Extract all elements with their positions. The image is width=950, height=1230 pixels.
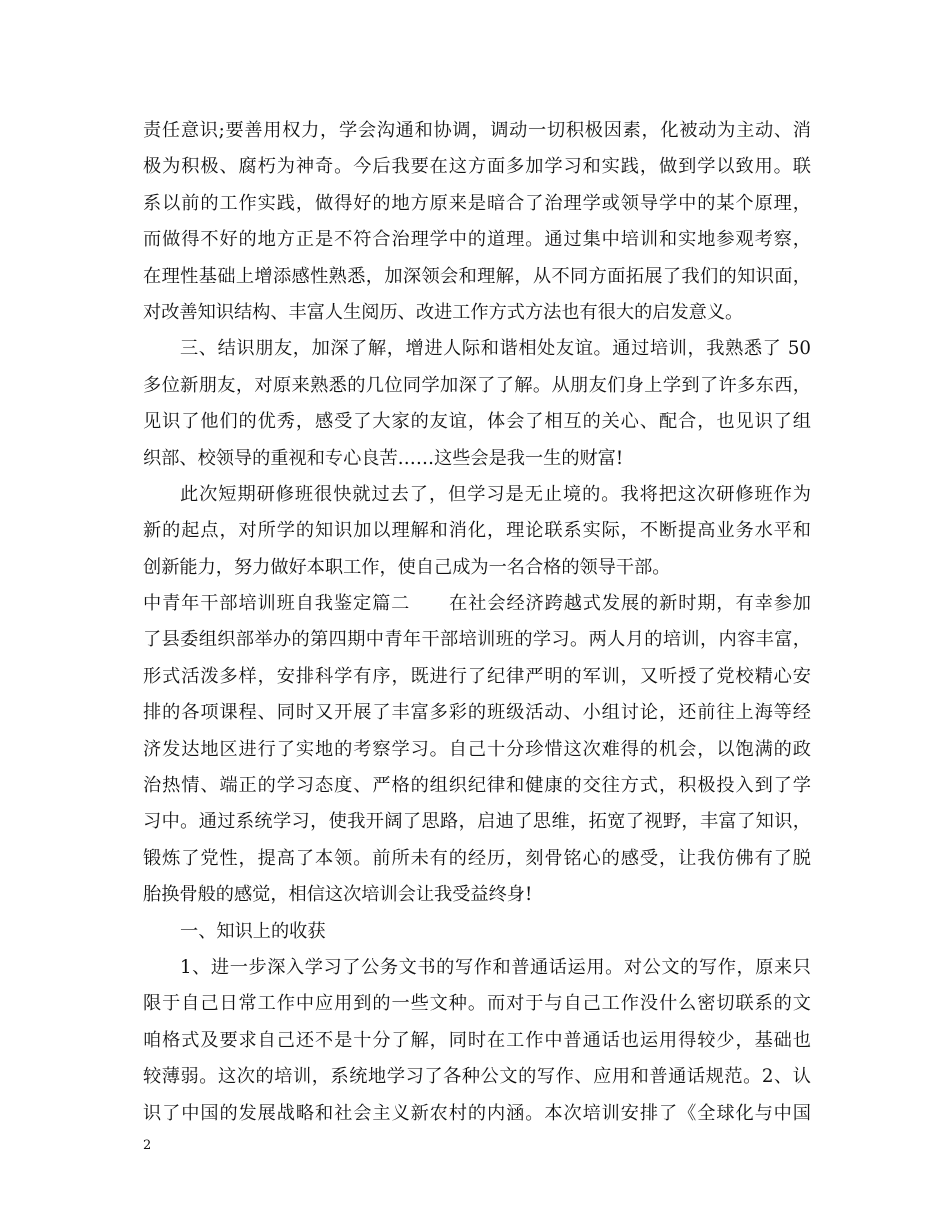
line-text: 在社会经济跨越式发展的新时期，有幸参加 <box>448 593 811 615</box>
line-text: 识了中国的发展战略和社会主义新农村的内涵。本次培训安排了《全球化与中国 <box>143 1102 811 1124</box>
text-line <box>143 295 811 331</box>
line-text: 限于自己日常工作中应用到的一些文种。而对于与自己工作没什么密切联系的文 <box>143 993 811 1015</box>
line-text: 对改善知识结构、丰富人生阅历、改进工作方式方法也有很大的启发意义。 <box>143 301 744 323</box>
text-line <box>143 914 811 950</box>
text-line <box>143 477 811 513</box>
line-text: 一、知识上的收获 <box>180 920 326 942</box>
line-text: 排的各项课程、同时又开展了丰富多彩的班级活动、小组讨论，还前往上海等经 <box>143 702 811 724</box>
line-text: 新的起点，对所学的知识加以理解和消化，理论联系实际，不断提高业务水平和 <box>143 520 811 542</box>
text-line <box>143 695 811 731</box>
text-line <box>143 986 811 1022</box>
line-text: 极为积极、腐朽为神奇。今后我要在这方面多加学习和实践，做到学以致用。联 <box>143 156 811 178</box>
text-line <box>143 550 811 586</box>
text-line <box>143 622 811 658</box>
line-text: 咱格式及要求自己还不是十分了解，同时在工作中普通话也运用得较少，基础也 <box>143 1029 811 1051</box>
text-line <box>143 113 811 149</box>
text-line <box>143 950 811 986</box>
line-text: 较薄弱。这次的培训，系统地学习了各种公文的写作、应用和普通话规范。2、认 <box>143 1066 811 1088</box>
line-text: 三、结识朋友，加深了解，增进人际和谐相处友谊。通过培训，我熟悉了 50 <box>180 338 811 360</box>
line-text: 胎换骨般的感觉，相信这次培训会让我受益终身! <box>143 884 533 906</box>
text-line <box>143 841 811 877</box>
line-text: 创新能力，努力做好本职工作，使自己成为一名合格的领导干部。 <box>143 556 671 578</box>
line-text: 治热情、端正的学习态度、严格的组织纪律和健康的交往方式，积极投入到了学 <box>143 775 811 797</box>
text-line <box>143 513 811 549</box>
text-line <box>143 1096 811 1132</box>
line-text: 习中。通过系统学习，使我开阔了思路，启迪了思维，拓宽了视野，丰富了知识， <box>143 811 811 833</box>
line-text: 责任意识;要善用权力，学会沟通和协调，调动一切积极因素，化被动为主动、消 <box>143 120 811 141</box>
text-line <box>143 149 811 185</box>
line-text: 了县委组织部举办的第四期中青年干部培训班的学习。两人月的培训，内容丰富， <box>143 629 811 651</box>
page-number: 2 <box>143 1138 152 1153</box>
text-line <box>143 186 811 222</box>
line-text: 此次短期研修班很快就过去了，但学习是无止境的。我将把这次研修班作为 <box>180 483 811 505</box>
text-line <box>143 659 811 695</box>
line-text: 1、进一步深入学习了公务文书的写作和普通话运用。对公文的写作，原来只 <box>180 956 811 978</box>
text-line <box>143 441 811 477</box>
text-line <box>143 877 811 913</box>
line-text: 系以前的工作实践，做得好的地方原来是暗合了治理学或领导学中的某个原理， <box>143 192 811 214</box>
text-line <box>143 732 811 768</box>
text-line <box>143 768 811 804</box>
line-text: 锻炼了党性，提高了本领。前所未有的经历，刻骨铭心的感受，让我仿佛有了脱 <box>143 847 811 869</box>
text-line <box>143 404 811 440</box>
text-line <box>143 586 811 622</box>
text-line <box>143 368 811 404</box>
text-line <box>143 259 811 295</box>
line-text: 而做得不好的地方正是不符合治理学中的道理。通过集中培训和实地参观考察， <box>143 229 811 251</box>
line-text: 见识了他们的优秀，感受了大家的友谊，体会了相互的关心、配合，也见识了组 <box>143 411 811 433</box>
line-text: 在理性基础上增添感性熟悉，加深领会和理解，从不同方面拓展了我们的知识面， <box>143 265 811 287</box>
text-line <box>143 222 811 258</box>
text-line <box>143 331 811 367</box>
line-text: 形式活泼多样，安排科学有序，既进行了纪律严明的军训，又听授了党校精心安 <box>143 665 811 687</box>
line-text: 多位新朋友，对原来熟悉的几位同学加深了了解。从朋友们身上学到了许多东西， <box>143 374 811 396</box>
text-line <box>143 1023 811 1059</box>
text-line <box>143 804 811 840</box>
line-text: 济发达地区进行了实地的考察学习。自己十分珍惜这次难得的机会，以饱满的政 <box>143 738 811 760</box>
text-line <box>143 1059 811 1095</box>
section-heading: 中青年干部培训班自我鉴定篇二 <box>143 593 411 615</box>
line-text: 织部、校领导的重视和专心良苦……这些会是我一生的财富! <box>143 447 624 469</box>
document-body <box>143 113 811 1132</box>
